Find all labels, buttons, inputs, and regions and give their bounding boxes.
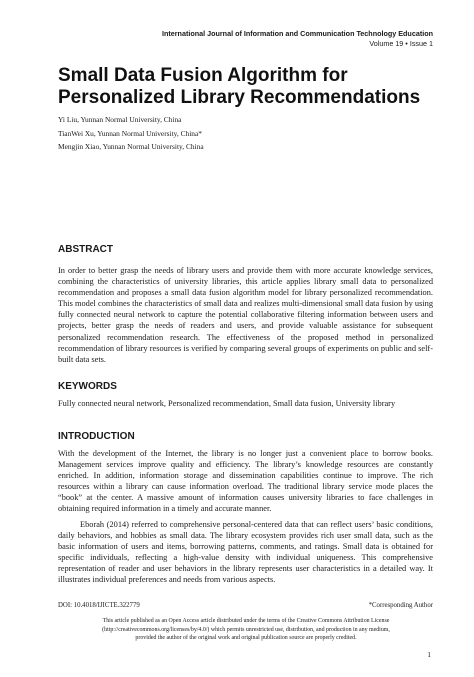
- page-number: 1: [427, 650, 431, 659]
- author-1: Yi Liu, Yunnan Normal University, China: [58, 115, 182, 124]
- license-line-2: (http://creativecommons.org/licenses/by/4.0/) which permits unrestricted use, distribution, and production in any medium,: [102, 626, 390, 633]
- license-line-1: This article published as an Open Access article distributed under the terms of the Creative Commons Attribution License: [102, 618, 390, 624]
- keywords-heading: KEYWORDS: [58, 381, 117, 392]
- abstract-text: In order to better grasp the needs of library users and provide them with more accurate knowledge services, combining the characteristics of university libraries, this article applies library small data to personalized recommendation and proposes a small data fusion algorithm model for library personalized recommendation. This model combines the characteristics of small data and realizes multi-dimensional small data fusion by using fully connected neural network to capture the potential collaborative filtering information between users and projects, better grasp the needs of readers and users, and provide valuable assistance for subsequent personalized recommendation research. The effectiveness of the proposed method in personalized recommendation of library resources is verified by comparing several groups of experiments on public and self-built data sets.: [58, 266, 433, 364]
- introduction-paragraph-2: Eborah (2014) referred to comprehensive personal-centered data that can reflect users’ basic conditions, daily behaviors, and hobbies as small data. The library ecosystem provides rich user small data, such as the basic information of users and items, borrowing patterns, comments, and ratings. Small data is obtained for specific individuals, reflecting a high-value density with individual uniqueness. This comprehensive representation of reader and user behaviors in the library represents user characteristics in a detailed way. It illustrates individual preferences and needs from various aspects.: [58, 520, 433, 585]
- introduction-heading: INTRODUCTION: [58, 431, 135, 442]
- doi-text: DOI: 10.4018/IJICTE.322779: [58, 602, 140, 609]
- abstract-heading: ABSTRACT: [58, 244, 113, 255]
- author-2: TianWei Xu, Yunnan Normal University, China*: [58, 128, 202, 138]
- author-3: Mengjin Xiao, Yunnan Normal University, China: [58, 142, 204, 151]
- license-note: [80, 617, 412, 643]
- journal-name: International Journal of Information and Communication Technology Education: [161, 29, 433, 38]
- journal-header: [162, 29, 433, 49]
- corresponding-author-note: *Corresponding Author: [368, 602, 433, 609]
- volume-issue: Volume 19 • Issue 1: [369, 39, 433, 48]
- license-line-3: provided the author of the original work and original publication source are properly credited.: [135, 635, 357, 642]
- introduction-paragraph-1: With the development of the Internet, the library is no longer just a convenient place to borrow books. Management services improve quality and efficiency. The library’s knowledge resources are constantly enriched. In addition, information storage and dissemination capabilities continue to improve. The rich resources within a library can cause information overload. The traditional library service mode places the “book” at the center. A massive amount of information causes university libraries to face challenges in obtaining required information in a timely and accurate manner.: [58, 449, 433, 514]
- keywords-text: Fully connected neural network, Personalized recommendation, Small data fusion, University library: [58, 399, 396, 408]
- paper-title: [58, 65, 438, 109]
- author-list: [58, 113, 204, 154]
- title-line-1: Small Data Fusion Algorithm for: [58, 65, 348, 86]
- title-line-2: Personalized Library Recommendations: [58, 87, 421, 108]
